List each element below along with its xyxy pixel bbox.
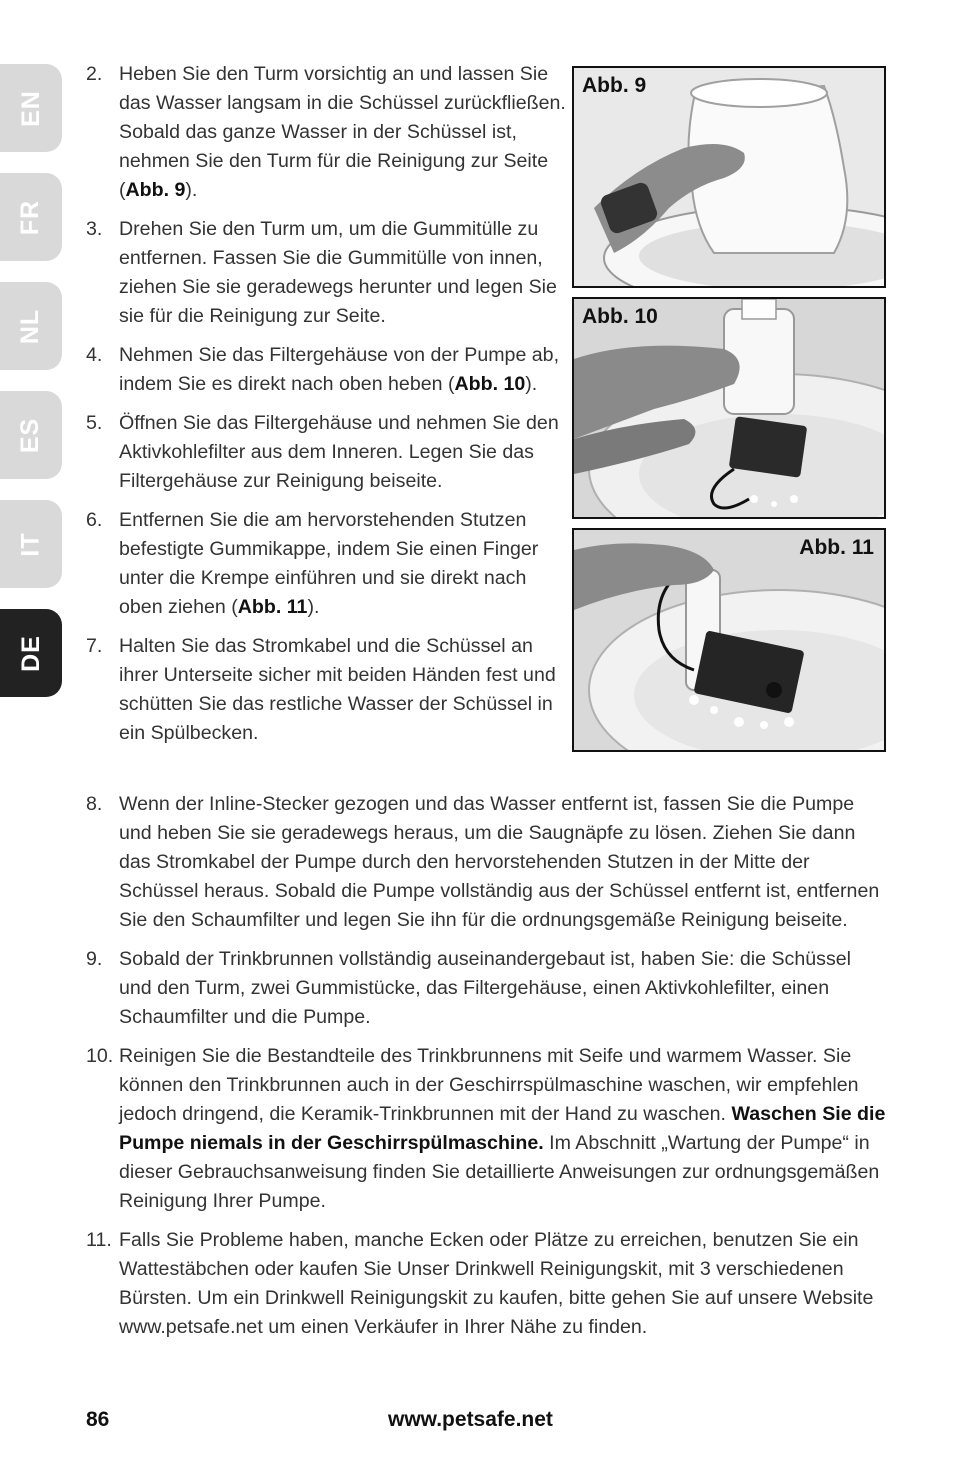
- step-text: Öffnen Sie das Filtergehäuse und nehmen Sie den Aktivkohlefilter aus dem Inneren. Legen Sie das Filtergehäuse zur Reinigung beiseite.: [119, 412, 559, 492]
- step-item: [86, 1226, 888, 1342]
- figure-11-photo: [574, 530, 884, 750]
- step-text: Halten Sie das Stromkabel und die Schüssel an ihrer Unterseite sicher mit beiden Händen fest und schütten Sie das restliche Wasser der Schüssel in ein Spülbecken.: [119, 635, 556, 744]
- step-text-bold: Abb. 11: [237, 596, 308, 618]
- step-item: [86, 945, 888, 1032]
- step-text: Wenn der Inline-Stecker gezogen und das Wasser entfernt ist, fassen Sie die Pumpe und heben Sie sie geradewegs heraus, um die Saugnäpfe zu lösen. Ziehen Sie dann das Stromkabel der Pumpe durch den hervorstehenden Stutzen in der Mitte der Schüssel heraus. Sobald die Pumpe vollständig aus der Schüssel entfernt ist, entfernen Sie den Schaumfilter und legen Sie ihn für die ordnungsgemäße Reinigung beiseite.: [119, 793, 880, 931]
- step-text: ).: [525, 373, 538, 395]
- tab-es[interactable]: ES: [0, 391, 62, 479]
- step-number: 6.: [86, 509, 103, 531]
- step-text-bold: Abb. 9: [125, 179, 186, 201]
- step-text-bold: Abb. 10: [454, 373, 526, 395]
- tab-fr[interactable]: FR: [0, 173, 62, 261]
- step-text-bold: Waschen Sie die Pumpe niemals in der Geschirrspülmaschine.: [119, 1103, 886, 1154]
- step-item: [86, 60, 566, 205]
- step-number: 4.: [86, 344, 103, 366]
- step-text: Heben Sie den Turm vorsichtig an und lassen Sie das Wasser langsam in die Schüssel zurückfließen. Sobald das ganze Wasser in der Schüssel ist, nehmen Sie den Turm für die Reinigung zur Seite (: [119, 63, 566, 201]
- step-text: Sobald der Trinkbrunnen vollständig auseinandergebaut ist, haben Sie: die Schüssel und den Turm, zwei Gummistücke, das Filtergehäuse, einen Aktivkohlefilter, einen Schaumfilter und die Pumpe.: [119, 948, 851, 1028]
- step-text: Drehen Sie den Turm um, um die Gummitülle zu entfernen. Fassen Sie die Gummitülle von innen, ziehen Sie sie geradewegs herunter und legen Sie sie für die Reinigung zur Seite.: [119, 218, 557, 327]
- figure-9: [572, 66, 886, 288]
- step-number: 5.: [86, 412, 103, 434]
- step-text: Reinigen Sie die Bestandteile des Trinkbrunnens mit Seife und warmem Wasser. Sie können den Trinkbrunnen auch in der Geschirrspülmaschine waschen, wir empfehlen jedoch dringend, die Keramik-Trinkbrunnen mit der Hand zu waschen.: [119, 1045, 859, 1125]
- step-text: Im Abschnitt „Wartung der Pumpe“ in dieser Gebrauchsanweisung finden Sie detaillierte Anweisungen zur ordnungsgemäßen Reinigung Ihrer Pumpe.: [119, 1132, 880, 1212]
- figure-11: [572, 528, 886, 752]
- step-text: ).: [185, 179, 198, 201]
- step-number: 11.: [86, 1229, 112, 1251]
- figure-10-label: Abb. 10: [582, 305, 658, 328]
- step-number: 3.: [86, 218, 103, 240]
- step-text: ).: [307, 596, 320, 618]
- page-number: 86: [86, 1408, 110, 1431]
- step-number: 9.: [86, 948, 103, 970]
- figure-10-photo: [574, 299, 884, 517]
- figure-11-label: Abb. 11: [799, 536, 874, 559]
- step-number: 7.: [86, 635, 103, 657]
- step-item: [86, 341, 566, 399]
- step-number: 8.: [86, 793, 103, 815]
- tab-en[interactable]: EN: [0, 64, 62, 152]
- step-item: [86, 632, 566, 748]
- figure-10: [572, 297, 886, 519]
- step-text: Nehmen Sie das Filtergehäuse von der Pumpe ab, indem Sie es direkt nach oben heben (: [119, 344, 560, 395]
- step-number: 10.: [86, 1045, 114, 1067]
- step-text: Falls Sie Probleme haben, manche Ecken oder Plätze zu erreichen, benutzen Sie ein Wattestäbchen oder kaufen Sie Unser Drinkwell Reinigungskit, mit 3 verschiedenen Bürsten. Um ein Drinkwell Reinigungskit zu kaufen, bitte gehen Sie auf unsere Website www.petsafe.net um einen Verkäufer in Ihrer Nähe zu finden.: [119, 1229, 874, 1338]
- figure-9-label: Abb. 9: [582, 74, 647, 97]
- tab-nl[interactable]: NL: [0, 282, 62, 370]
- instruction-list-top: [86, 60, 566, 748]
- step-item: [86, 409, 566, 496]
- footer-url: www.petsafe.net: [388, 1408, 553, 1431]
- step-item: [86, 790, 888, 935]
- step-number: 2.: [86, 63, 103, 85]
- step-item: [86, 215, 566, 331]
- step-text: Entfernen Sie die am hervorstehenden Stutzen befestigte Gummikappe, indem Sie einen Finger unter die Krempe einführen und sie direkt nach oben ziehen (: [119, 509, 539, 618]
- tab-it[interactable]: IT: [0, 500, 62, 588]
- step-item: [86, 506, 566, 622]
- instruction-list-bottom: [86, 790, 888, 1342]
- tab-de-active[interactable]: DE: [0, 609, 62, 697]
- step-item: [86, 1042, 888, 1216]
- figure-9-photo: [574, 68, 884, 286]
